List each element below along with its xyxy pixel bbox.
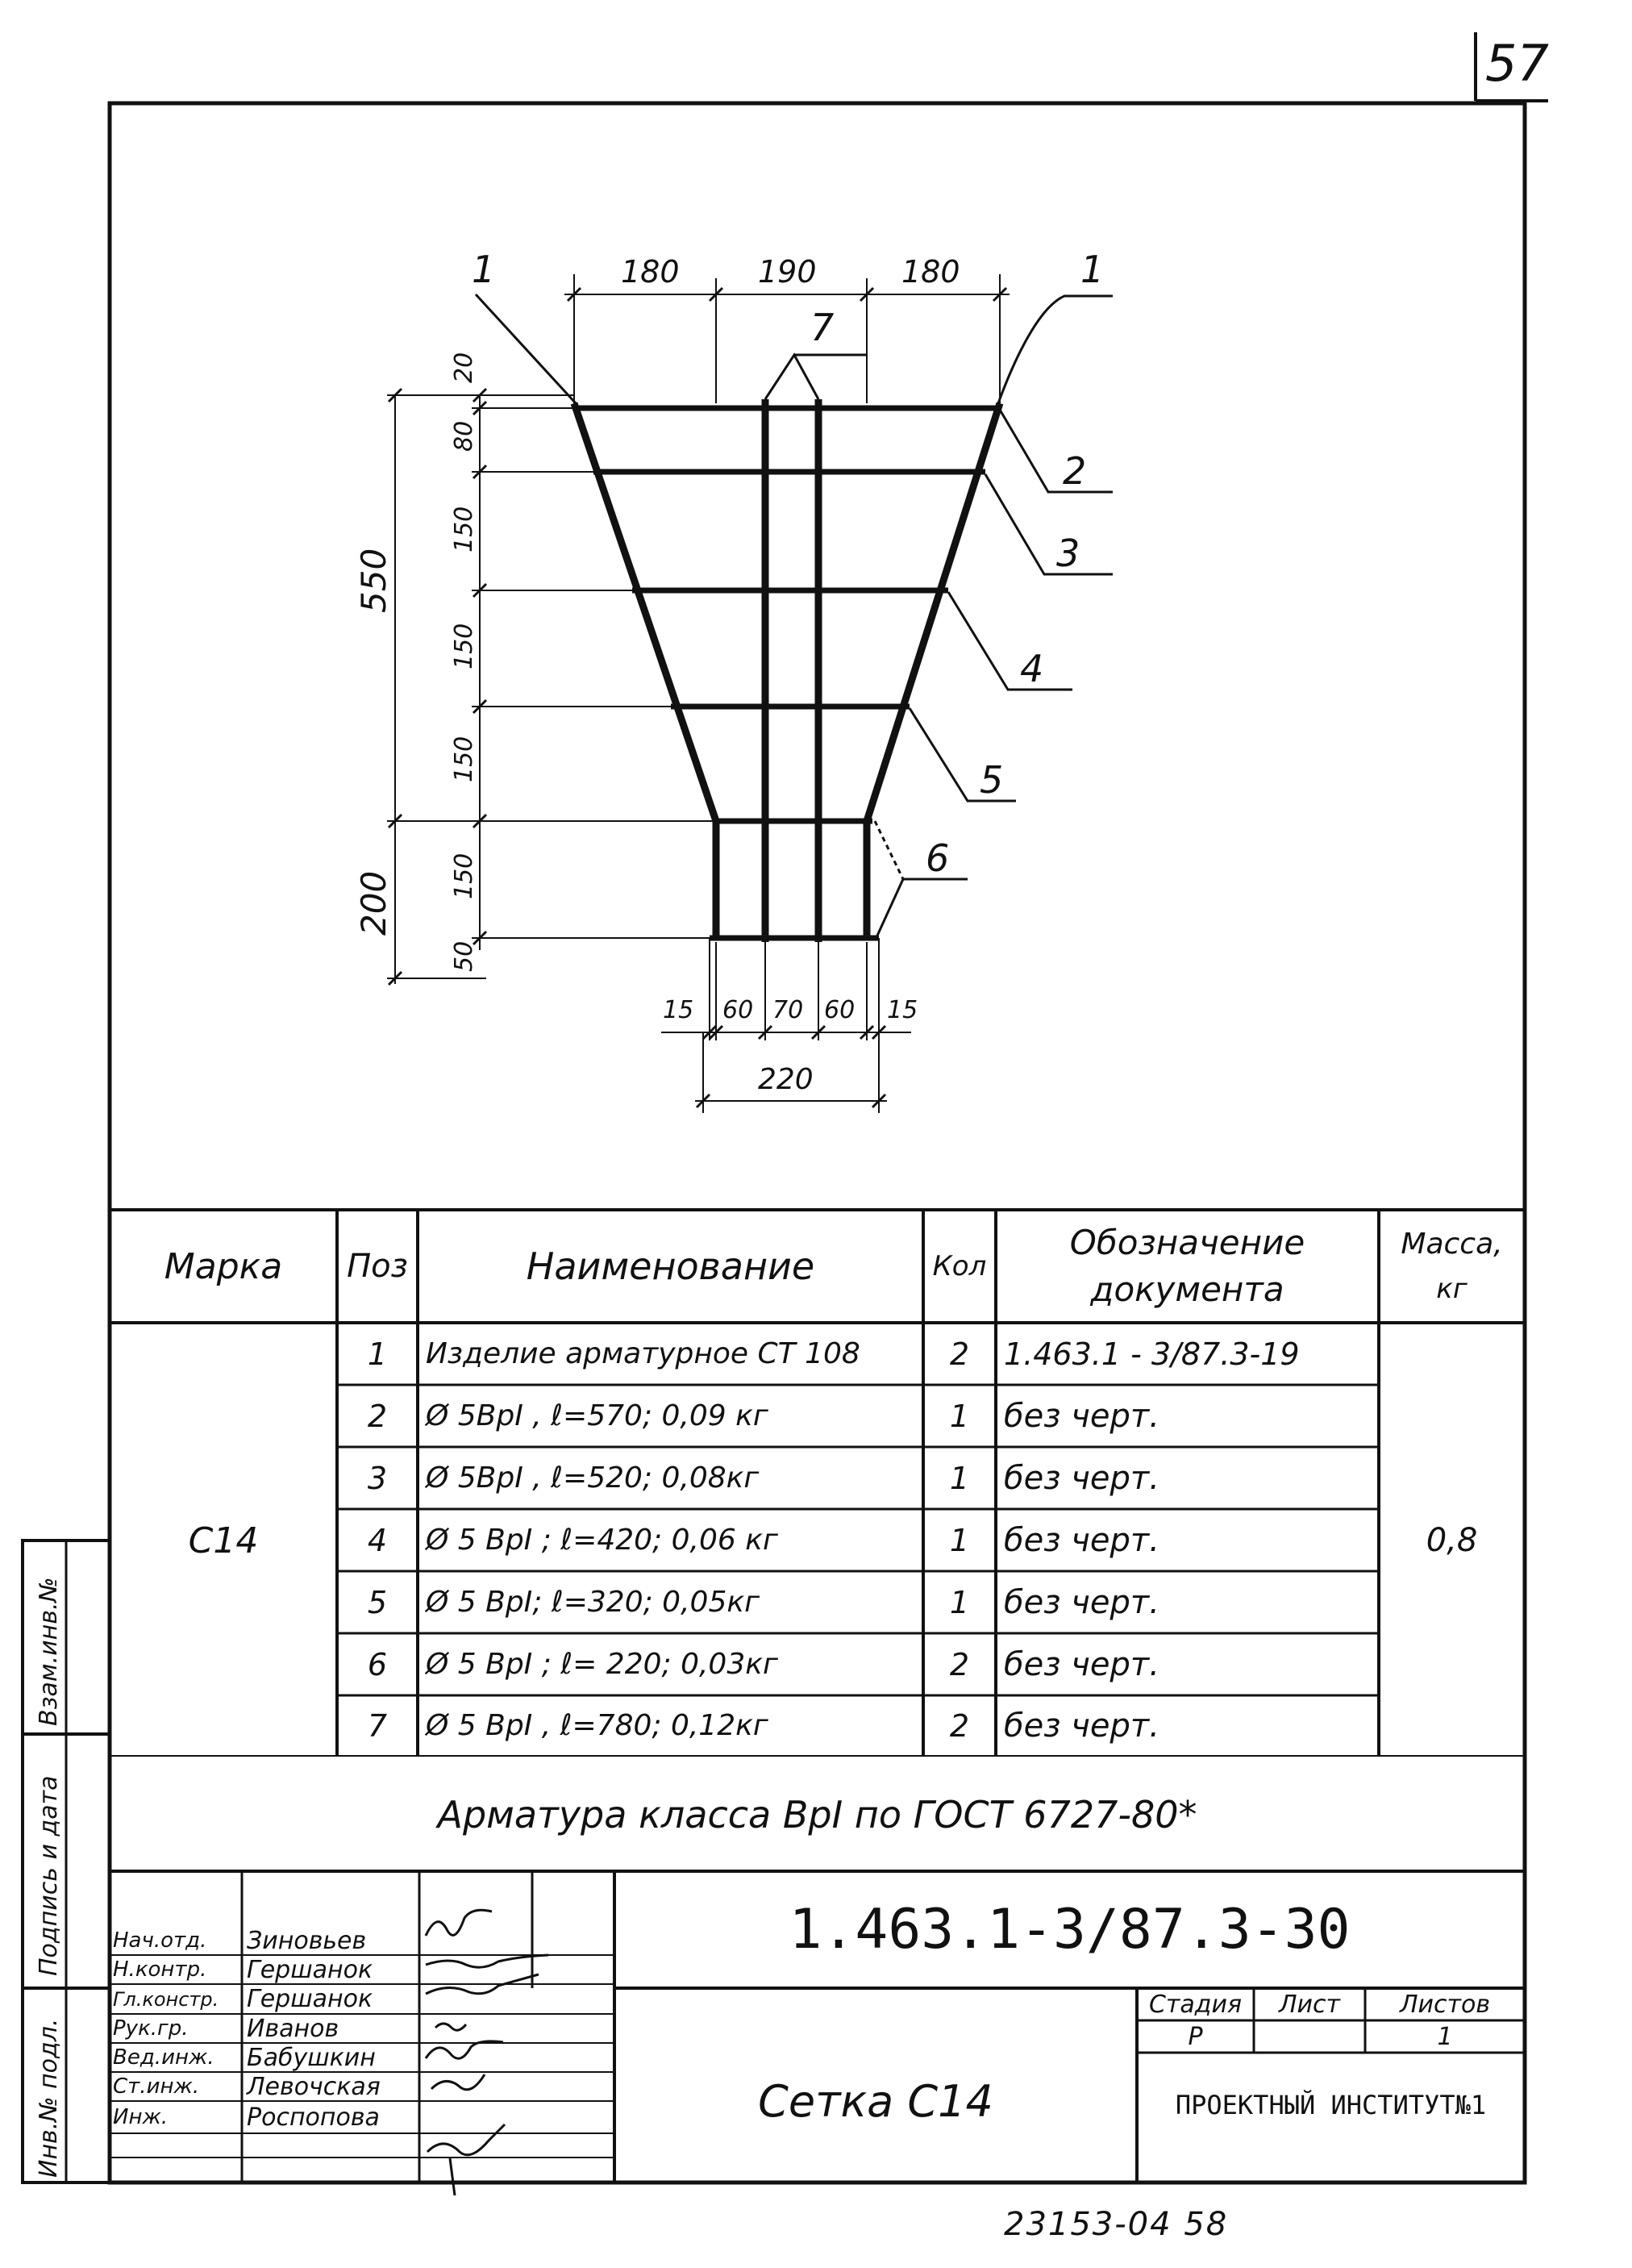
row-5-qty: 1 xyxy=(949,1584,970,1620)
dim-top-1: 180 xyxy=(621,254,680,290)
header-mass-line1: Масса, xyxy=(1401,1228,1503,1261)
sheet-label: Лист xyxy=(1278,1990,1341,2019)
row-7-pos: 7 xyxy=(367,1707,388,1744)
role-7: Инж. xyxy=(113,2105,169,2129)
stage-value: Р xyxy=(1188,2022,1203,2051)
row-2-pos: 2 xyxy=(367,1398,388,1434)
dim-bottom-total: 220 xyxy=(758,1063,814,1096)
row-1-doc: 1.463.1 - 3/87.3-19 xyxy=(1004,1336,1300,1372)
dim-bottom-1: 15 xyxy=(663,996,694,1024)
row-6-name: Ø 5 ВрI ; ℓ= 220; 0,03кг xyxy=(426,1648,778,1681)
signature-scribbles xyxy=(426,1910,548,2195)
row-5-doc: без черт. xyxy=(1004,1583,1159,1621)
dim-left-3: 150 xyxy=(450,506,478,552)
row-7-qty: 2 xyxy=(949,1707,970,1744)
row-6-pos: 6 xyxy=(367,1646,388,1682)
callout-1-left: 1 xyxy=(472,248,496,291)
header-name: Наименование xyxy=(526,1244,815,1288)
mark-value: С14 xyxy=(188,1520,259,1561)
role-5: Вед.инж. xyxy=(113,2045,214,2070)
person-5: Бабушкин xyxy=(247,2043,376,2072)
dim-left-total-lower: 200 xyxy=(354,870,393,936)
person-4: Иванов xyxy=(247,2014,339,2043)
stamp-signature-date: Подпись и дата xyxy=(35,1775,63,1976)
row-4-pos: 4 xyxy=(367,1522,388,1558)
row-4-doc: без черт. xyxy=(1004,1521,1159,1559)
dim-left-4: 150 xyxy=(450,623,478,669)
footer-code: 23153-04 58 xyxy=(1004,2206,1229,2243)
row-1-pos: 1 xyxy=(367,1336,388,1372)
dim-left-1: 20 xyxy=(450,352,478,383)
dim-bottom-4: 60 xyxy=(824,996,856,1024)
callout-2: 2 xyxy=(1063,449,1087,493)
callout-7: 7 xyxy=(810,306,835,349)
dim-top-2: 190 xyxy=(758,254,817,290)
dim-left-total-upper: 550 xyxy=(354,548,393,613)
dim-left-6: 150 xyxy=(450,853,478,899)
callout-4: 4 xyxy=(1020,647,1044,690)
row-7-doc: без черт. xyxy=(1004,1707,1159,1745)
row-7-name: Ø 5 ВрI , ℓ=780; 0,12кг xyxy=(426,1709,768,1742)
dim-bottom-2: 60 xyxy=(722,996,754,1024)
row-3-name: Ø 5ВрI , ℓ=520; 0,08кг xyxy=(426,1461,760,1495)
mesh-drawing xyxy=(354,248,1113,1113)
header-doc-line1: Обозначение xyxy=(1069,1222,1305,1262)
callout-1-right: 1 xyxy=(1080,248,1105,291)
role-1: Нач.отд. xyxy=(113,1928,207,1953)
dim-left-7: 50 xyxy=(450,940,478,972)
row-3-qty: 1 xyxy=(949,1460,970,1496)
callout-3: 3 xyxy=(1056,532,1080,575)
dim-left-5: 150 xyxy=(450,736,478,782)
stage-label: Стадия xyxy=(1148,1990,1243,2019)
dim-left-2: 80 xyxy=(450,420,478,452)
left-binding-strip xyxy=(23,1540,110,2183)
row-5-name: Ø 5 ВрI; ℓ=320; 0,05кг xyxy=(426,1586,760,1619)
person-2: Гершанок xyxy=(247,1955,373,1984)
dim-top-3: 180 xyxy=(901,254,960,290)
row-2-qty: 1 xyxy=(949,1398,970,1434)
row-6-qty: 2 xyxy=(949,1646,970,1682)
callout-5: 5 xyxy=(980,758,1004,802)
bar-pos-1-left xyxy=(574,403,716,938)
person-1: Зиновьев xyxy=(247,1926,367,1955)
row-5-pos: 5 xyxy=(367,1584,388,1620)
row-3-pos: 3 xyxy=(367,1460,388,1496)
sheets-value: 1 xyxy=(1437,2022,1453,2051)
reinforcement-note: Арматура класса ВрI по ГОСТ 6727-80* xyxy=(437,1793,1197,1836)
dim-bottom-3: 70 xyxy=(772,996,804,1024)
drawing-title: Сетка С14 xyxy=(758,2075,993,2127)
header-qty: Кол xyxy=(932,1250,987,1282)
person-3: Гершанок xyxy=(247,1985,373,2013)
header-mass-line2: кг xyxy=(1436,1272,1468,1305)
header-pos: Поз xyxy=(347,1248,408,1285)
row-2-name: Ø 5ВрI , ℓ=570; 0,09 кг xyxy=(426,1399,768,1432)
role-6: Ст.инж. xyxy=(113,2074,200,2099)
header-doc-line2: документа xyxy=(1090,1269,1284,1309)
row-3-doc: без черт. xyxy=(1004,1459,1159,1497)
header-mark: Марка xyxy=(164,1245,283,1287)
sheets-label: Листов xyxy=(1399,1990,1491,2019)
callout-6: 6 xyxy=(926,836,950,880)
role-4: Рук.гр. xyxy=(113,2016,189,2041)
stamp-replace-inv: Взам.инв.№ xyxy=(35,1577,63,1726)
sheet-number: 57 xyxy=(1485,34,1549,93)
row-1-qty: 2 xyxy=(949,1336,970,1372)
row-6-doc: без черт. xyxy=(1004,1645,1159,1683)
mass-value: 0,8 xyxy=(1426,1521,1478,1559)
organization-name: ПРОЕКТНЫЙ ИНСТИТУТ№1 xyxy=(1175,2090,1487,2120)
row-2-doc: без черт. xyxy=(1004,1397,1159,1435)
document-code: 1.463.1-3/87.3-30 xyxy=(789,1898,1351,1962)
row-4-qty: 1 xyxy=(949,1522,970,1558)
stamp-inv-original: Инв.№ подл. xyxy=(35,2018,63,2178)
person-7: Роспопова xyxy=(247,2103,380,2132)
role-2: Н.контр. xyxy=(113,1957,207,1982)
person-6: Левочская xyxy=(247,2072,381,2101)
sheet-value xyxy=(1254,2020,1365,2053)
row-1-name: Изделие арматурное СТ 108 xyxy=(426,1337,860,1370)
row-4-name: Ø 5 ВрI ; ℓ=420; 0,06 кг xyxy=(426,1524,778,1557)
dim-bottom-5: 15 xyxy=(887,996,918,1024)
role-3: Гл.констр. xyxy=(113,1987,219,2011)
